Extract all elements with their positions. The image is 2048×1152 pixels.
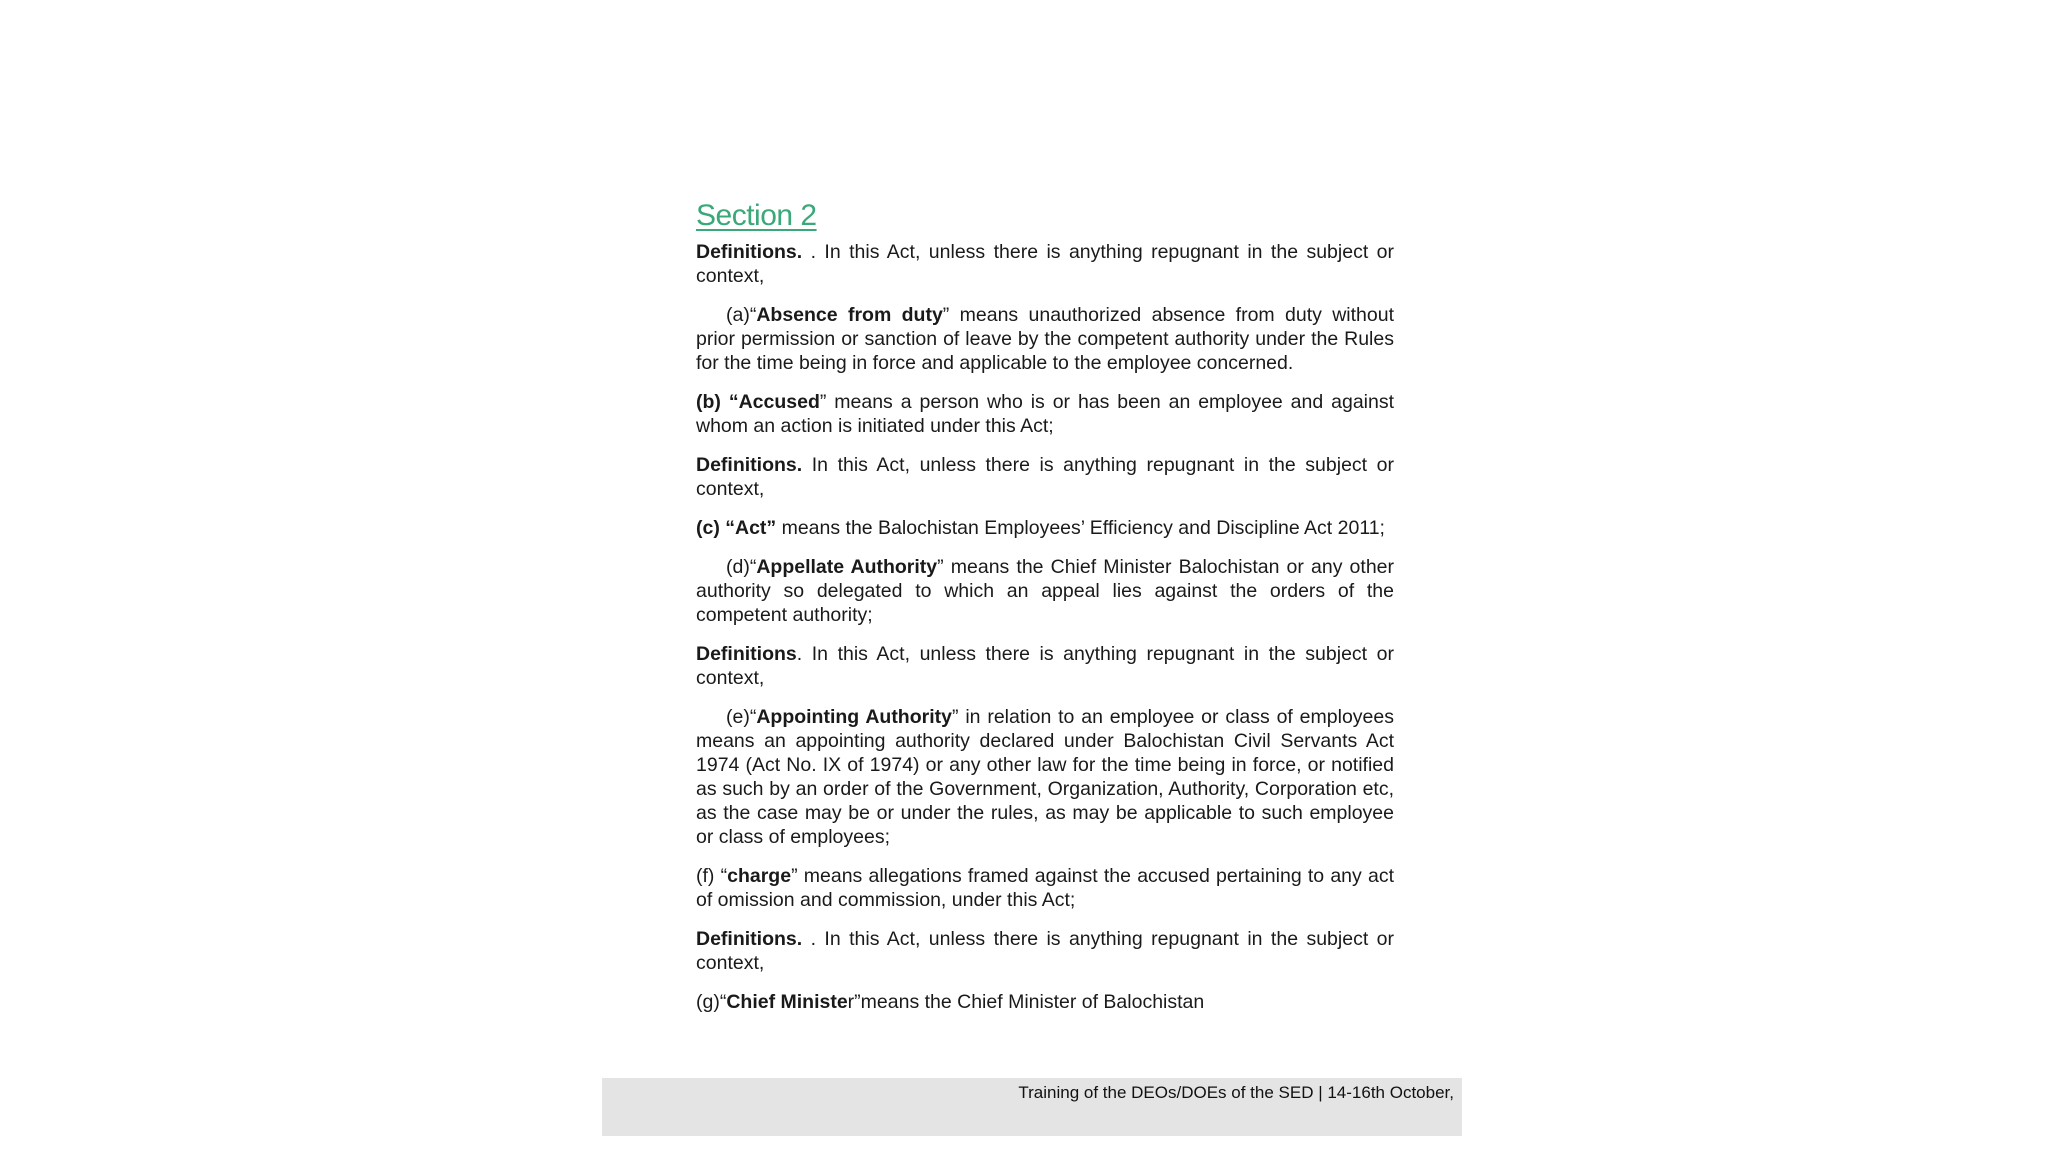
paragraph-absence-from-duty	[696, 303, 1394, 375]
item-label: (a)“	[726, 304, 757, 326]
paragraph-definitions-4	[696, 927, 1394, 975]
footer-text: Training of the DEOs/DOEs of the SED | 14-16th October,	[1018, 1083, 1454, 1102]
section-title: Section 2	[696, 199, 817, 232]
defined-term: Appellate Authority	[756, 556, 938, 578]
paragraph-text: . In this Act, unless there is anything repugnant in the subject or context,	[696, 643, 1394, 689]
document-content	[696, 196, 1394, 1029]
paragraph-charge	[696, 864, 1394, 912]
paragraph-text: ” means unauthorized absence from duty without prior permission or sanction of leave by the competent authority under the Rules for the time being in force and applicable to the employee concerned.	[696, 304, 1394, 374]
item-label: (d)“	[726, 556, 757, 578]
defined-term: Absence from duty	[756, 304, 943, 326]
paragraph-appellate-authority	[696, 555, 1394, 627]
definitions-lead: Definitions.	[696, 928, 803, 950]
definitions-lead: Definitions	[696, 643, 797, 665]
defined-term: (c) “Act”	[696, 517, 777, 539]
paragraph-text: ” in relation to an employee or class of employees means an appointing authority declared under Balochistan Civil Servants Act 1974 (Act No. IX of 1974) or any other law for the time being in force, or notified as such by an order of the Government, Organization, Authority, Corporation etc, as the case may be or under the rules, as may be applicable to such employee or class of employees;	[696, 706, 1394, 848]
item-label: (f) “	[696, 865, 728, 887]
paragraph-definitions-2	[696, 453, 1394, 501]
paragraph-text: ” means a person who is or has been an employee and against whom an action is initiated under this Act;	[696, 391, 1395, 437]
definitions-lead: Definitions.	[696, 454, 803, 476]
paragraph-text: r”means the Chief Minister of Balochistan	[847, 991, 1205, 1013]
defined-term: charge	[727, 865, 792, 887]
paragraph-text: ” means the Chief Minister Balochistan or any other authority so delegated to which an appeal lies against the orders of the competent authority;	[696, 556, 1395, 626]
item-label: (g)“	[696, 991, 727, 1013]
paragraph-chief-minister	[696, 990, 1394, 1014]
defined-term: (b) “Accused	[696, 391, 820, 413]
paragraph-text: . In this Act, unless there is anything repugnant in the subject or context,	[696, 928, 1394, 974]
paragraph-appointing-authority	[696, 705, 1394, 849]
defined-term: Appointing Authority	[756, 706, 952, 728]
paragraph-definitions-1	[696, 240, 1394, 288]
document-page	[602, 0, 1462, 1136]
item-label: (e)“	[726, 706, 757, 728]
paragraph-text: . In this Act, unless there is anything repugnant in the subject or context,	[696, 241, 1394, 287]
definitions-lead: Definitions.	[696, 241, 803, 263]
paragraph-definitions-3	[696, 642, 1394, 690]
page-footer	[602, 1078, 1462, 1136]
paragraph-text: In this Act, unless there is anything repugnant in the subject or context,	[696, 454, 1394, 500]
paragraph-accused	[696, 390, 1394, 438]
paragraph-text: ” means allegations framed against the accused pertaining to any act of omission and commission, under this Act;	[696, 865, 1394, 911]
defined-term: Chief Ministe	[726, 991, 848, 1013]
paragraph-act	[696, 516, 1394, 540]
paragraph-text: means the Balochistan Employees’ Efficiency and Discipline Act 2011;	[776, 517, 1385, 539]
